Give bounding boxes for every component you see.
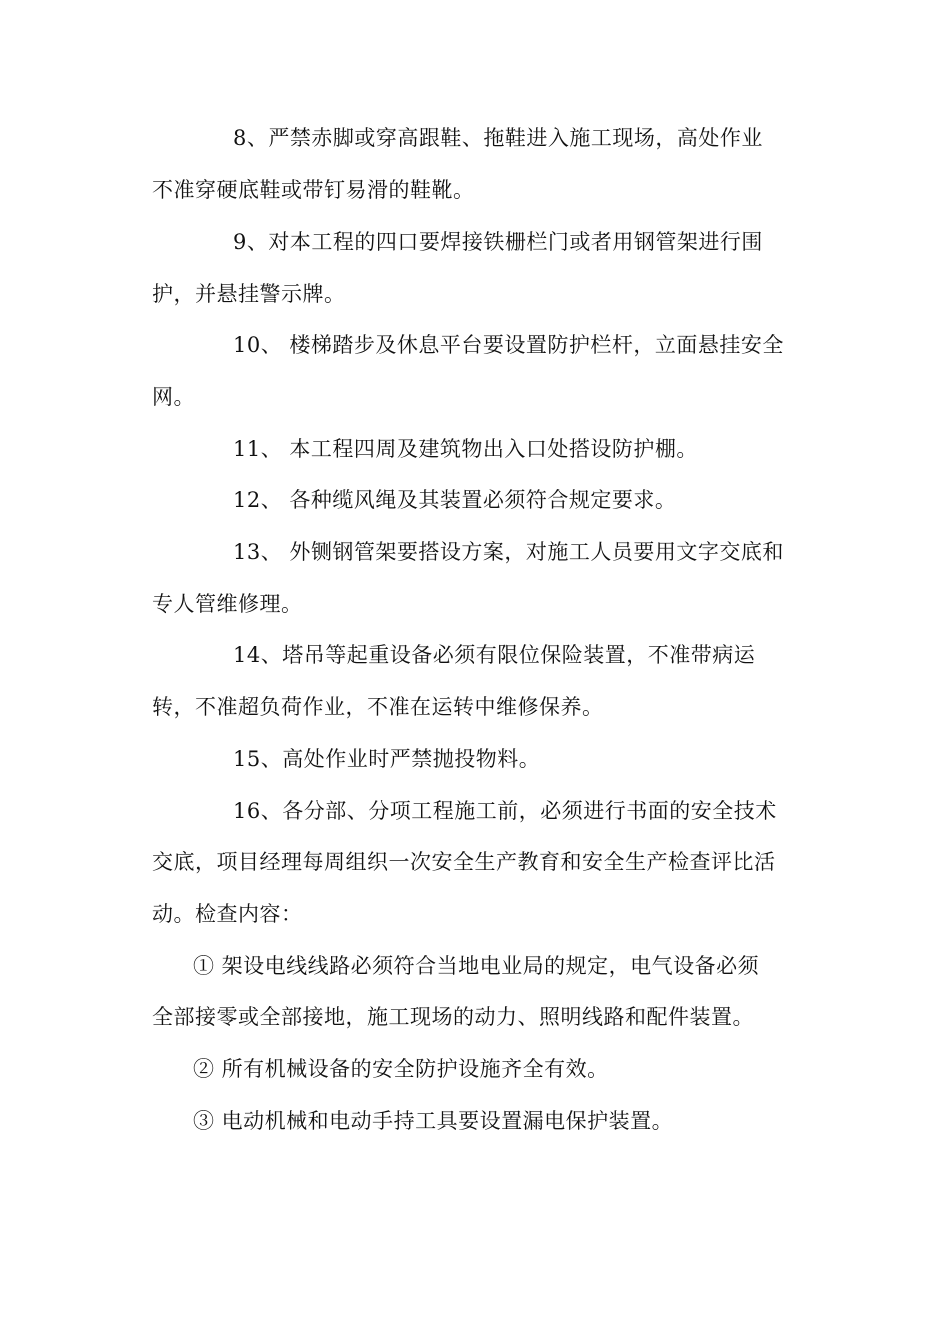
text-line: 16、各分部、分项工程施工前，必须进行书面的安全技术 bbox=[233, 799, 777, 823]
text-line: 护，并悬挂警示牌。 bbox=[152, 282, 346, 306]
text-line: 12、 各种缆风绳及其装置必须符合规定要求。 bbox=[233, 488, 677, 512]
text-line: 15、高处作业时严禁抛投物料。 bbox=[233, 747, 541, 771]
text-line: ③ 电动机械和电动手持工具要设置漏电保护装置。 bbox=[193, 1109, 674, 1133]
text-line: 9、对本工程的四口要焊接铁栅栏门或者用钢管架进行围 bbox=[233, 230, 763, 254]
text-line: 10、 楼梯踏步及休息平台要设置防护栏杆，立面悬挂安全 bbox=[233, 333, 784, 357]
text-line: 13、 外铡钢管架要搭设方案，对施工人员要用文字交底和 bbox=[233, 540, 784, 564]
text-line: 转，不准超负荷作业，不准在运转中维修保养。 bbox=[152, 695, 604, 719]
text-line: 专人管维修理。 bbox=[152, 592, 303, 616]
text-line: ① 架设电线线路必须符合当地电业局的规定，电气设备必须 bbox=[193, 954, 760, 978]
text-line: 网。 bbox=[152, 385, 195, 409]
text-line: 8、严禁赤脚或穿高跟鞋、拖鞋进入施工现场，高处作业 bbox=[233, 126, 763, 150]
text-line: 全部接零或全部接地，施工现场的动力、照明线路和配件装置。 bbox=[152, 1005, 754, 1029]
text-line: 11、 本工程四周及建筑物出入口处搭设防护棚。 bbox=[233, 437, 698, 461]
text-line: ② 所有机械设备的安全防护设施齐全有效。 bbox=[193, 1057, 609, 1081]
text-line: 动。检查内容： bbox=[152, 902, 303, 926]
text-line: 14、塔吊等起重设备必须有限位保险装置，不准带病运 bbox=[233, 643, 756, 667]
text-line: 不准穿硬底鞋或带钉易滑的鞋靴。 bbox=[152, 178, 475, 202]
text-line: 交底，项目经理每周组织一次安全生产教育和安全生产检查评比活 bbox=[152, 850, 776, 874]
